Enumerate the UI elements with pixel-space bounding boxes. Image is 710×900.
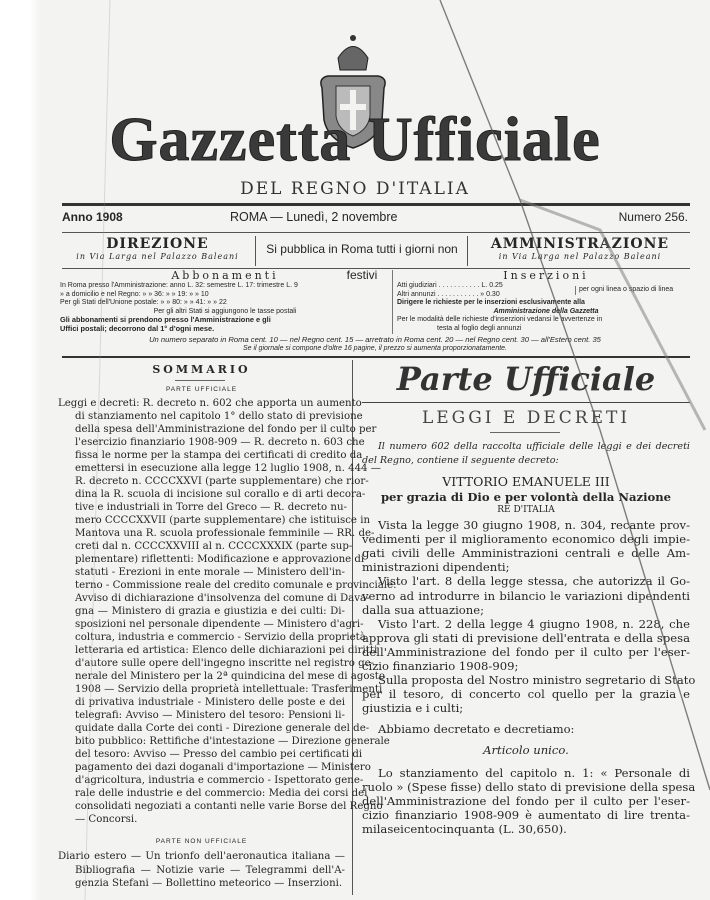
sommario-line: genzia Stefani — Bollettino meteorico — Inserzioni.	[75, 878, 343, 889]
intro-line: Il numero 602 della raccolta ufficiale delle leggi e dei decreti	[378, 441, 690, 452]
parte-non-ufficiale-label: PARTE NON UFFICIALE	[155, 838, 248, 845]
sommario-line: l'esercizio finanziario 1908-909 — R. decreto n. 603 che	[75, 437, 365, 448]
sommario-line: consolidati negoziati a contanti nelle varie Borse del Regno	[75, 801, 383, 812]
abbonamenti-row: In Roma presso l'Amministrazione: anno L. 32: semestre L. 17: trimestre L. 9	[60, 282, 298, 289]
year: Anno 1908	[62, 210, 123, 224]
paragraph-line: approva gli stati di previsione dell'entrata e della spesa	[362, 630, 690, 645]
king-name: VITTORIO EMANUELE III	[442, 474, 610, 489]
abbonamenti-row: » a domicilio e nel Regno: » » 36: » » 19: » » 10	[60, 290, 209, 298]
sommario-line: Bibliografia — Notizie varie — Telegrammi dell'A-	[75, 864, 345, 876]
divider	[62, 232, 690, 233]
divider	[62, 356, 690, 358]
grace-line: per grazia di Dio e per volontà della Nazione	[380, 490, 672, 504]
divider	[362, 402, 690, 403]
paragraph-line: Sulla proposta del Nostro ministro segretario di Stato	[378, 673, 696, 688]
sommario-line: statuti - Erezioni in ente morale — Ministero dell'in-	[75, 567, 345, 578]
prices-note: Se il giornale si compone d'oltre 16 pagine, il prezzo si aumenta proporzionatamente.	[243, 345, 507, 352]
article-line: milaseicentocinquanta (L. 30,650).	[362, 821, 567, 836]
article-line: Lo stanziamento del capitolo n. 1: « Personale di	[378, 765, 690, 780]
issue-number: Numero 256.	[618, 210, 688, 224]
direzione-label: DIREZIONE	[106, 236, 209, 252]
abbonamenti-row: Uffici postali; decorrono dal 1° d'ogni mese.	[60, 323, 215, 333]
inserzioni-heading: Inserzioni	[503, 269, 589, 282]
inserzioni-row: Atti giudiziari . . . . . . . . . . . L. 0.25	[397, 282, 503, 289]
sommario-line: letteraria ed artistica: Elenco delle dichiarazioni pei diritti	[75, 645, 378, 656]
divider	[490, 432, 560, 433]
dateline: ROMA — Lunedì, 2 novembre	[230, 210, 398, 224]
paragraph-line: dell'Amministrazione del fondo per il culto per l'eser-	[362, 644, 690, 659]
sommario-line: bito pubblico: Rettifiche d'intestazione — Direzione generale	[75, 736, 390, 747]
newspaper-subtitle: DEL REGNO D'ITALIA	[240, 179, 470, 199]
paragraph-line: dalla sua attuazione;	[362, 602, 485, 617]
sommario-line: plementare) riflettenti: Modificazione e approvazione di	[75, 554, 365, 565]
article-line: ruolo » (Spese fisse) dello stato di previsione della spesa	[362, 779, 696, 794]
sommario-line: Avviso di dichiarazione d'insolvenza del comune di Dava-	[75, 593, 370, 604]
inserzioni-row: Dirigere le richieste per le inserzioni esclusivamente alla	[397, 299, 585, 306]
amministrazione-label: AMMINISTRAZIONE	[490, 236, 670, 252]
sommario-line: di stanziamento nel capitolo 1° dello stato di previsione	[75, 411, 363, 422]
paragraph-line: gati civili delle Amministrazioni centrali e delle Am-	[362, 546, 690, 561]
sommario-line: pagamento dei dazi doganali d'importazione — Ministero	[75, 762, 371, 773]
inserzioni-row: Altri annunzi . . . . . . . . . . . » 0.30	[397, 290, 500, 298]
sommario-line: d'agricoltura, industria e commercio - Ispettorato gene-	[75, 775, 364, 786]
intro-line: del Regno, contiene il seguente decreto:	[362, 455, 559, 466]
divider	[62, 203, 690, 206]
inserzioni-section	[392, 270, 695, 334]
divider	[175, 380, 225, 381]
paragraph-line: ministrazioni dipendenti;	[362, 560, 510, 575]
inserzioni-side-note: per ogni linea o spazio di linea	[575, 286, 673, 295]
sommario-line: Leggi e decreti: R. decreto n. 602 che apporta un aumento	[58, 398, 362, 409]
paragraph-line: per il tesoro, di concerto col quello per la grazia e	[362, 687, 690, 702]
parte-ufficiale-label: PARTE UFFICIALE	[165, 386, 238, 393]
inserzioni-row: testa al foglio degli annunzi	[437, 324, 522, 332]
paragraph-line: Abbiamo decretato e decretiamo:	[378, 722, 575, 737]
direzione-address: in Via Larga nel Palazzo Baleani	[76, 252, 239, 261]
king-title: RE D'ITALIA	[497, 505, 555, 515]
sommario-line: creti dal n. CCCCXXVIII al n. CCCCXXXIX (parte sup-	[75, 541, 353, 552]
paragraph-line: cizio finanziario 1908-909;	[362, 659, 519, 673]
sommario-heading: SOMMARIO	[152, 363, 251, 376]
prices-line: Un numero separato in Roma cent. 10 — nel Regno cent. 15 — arretrato in Roma cent. 20 — nel Regno cent. 30 — all'Estero cent. 35	[149, 335, 601, 344]
paragraph-line: Visto l'art. 2 della legge 4 giugno 1908, n. 228, che	[378, 616, 690, 631]
sommario-line: della spesa dell'Amministrazione del fondo per il culto per	[75, 424, 377, 435]
sommario-line: R. decreto n. CCCCXXVI (parte supplementare) che rior-	[75, 476, 369, 487]
sommario-line: 1908 — Servizio della proprietà intellettuale: Trasferimenti	[75, 684, 383, 695]
direzione-box	[60, 236, 256, 266]
sommario-line: sposizioni nel personale dipendente — Ministero d'agri-	[75, 619, 364, 630]
sommario-line: mero CCCCXXVII (parte supplementare) che istituisce in	[75, 515, 371, 526]
sommario-line: dina la R. scuola di incisione sul corallo e di arti decora-	[75, 489, 366, 500]
paragraph-line: Visto l'art. 8 della legge stessa, che autorizza il Go-	[378, 574, 690, 589]
sommario-line: Diario estero — Un trionfo dell'aeronautica italiana —	[58, 851, 345, 862]
amministrazione-box	[470, 236, 690, 266]
sommario-line: d'autore sulle opere dell'ingegno inscritte nel registro ge-	[75, 658, 375, 669]
inserzioni-row: Amministrazione della Gazzetta	[493, 307, 599, 315]
article-heading: Articolo unico.	[483, 742, 569, 757]
abbonamenti-section	[60, 270, 390, 333]
paragraph-line: Vista la legge 30 giugno 1908, n. 304, recante prov-	[378, 518, 690, 532]
sommario-line: nerale del Ministero per la 2ª quindicina del mese di agosto	[75, 671, 385, 682]
inserzioni-row: Per le modalità delle richieste d'inserzioni vedansi le avvertenze in	[397, 316, 603, 323]
amministrazione-address: in Via Larga nel Palazzo Baleani	[498, 252, 662, 261]
sommario-line: di privativa industriale - Ministero delle poste e dei	[75, 697, 345, 708]
paragraph-line: vedimenti per il miglioramento economico degli impie-	[362, 532, 690, 547]
sommario-line: — Concorsi.	[75, 814, 138, 825]
abbonamenti-row: Per gli Stati dell'Unione postale: » » 80: » » 41: » » 22	[60, 299, 227, 306]
sommario-line: telegrafi: Avviso — Ministero del tesoro: Pensioni li-	[75, 710, 345, 721]
subsection-title: LEGGI E DECRETI	[421, 408, 631, 428]
abbonamenti-heading: Abbonamenti	[171, 269, 279, 282]
sommario-line: emettersi in esecuzione alla legge 12 luglio 1908, n. 444 —	[75, 463, 381, 474]
article-line: dell'Amministrazione del fondo per il culto per l'eser-	[362, 793, 690, 808]
article-line: cizio finanziario 1908-909 è aumentato di lire trenta-	[362, 807, 690, 822]
sommario-line: gna — Ministero di grazia e giustizia e dei culti: Di-	[75, 606, 345, 617]
publication-box: Si pubblica in Roma tutti i giorni non festivi	[257, 236, 468, 266]
abbonamenti-row: Per gli altri Stati si aggiungono le tasse postali	[153, 307, 297, 315]
sommario-line: rale delle industrie e del commercio: Media dei corsi dei	[75, 788, 368, 799]
abbonamenti-row: Gli abbonamenti si prendono presso l'Amministrazione e gli	[60, 315, 271, 324]
paragraph-line: verno ad introdurre in bilancio le variazioni dipendenti	[362, 588, 690, 603]
sommario-line: del tesoro: Avviso — Presso del cambio pei certificati di	[75, 749, 363, 760]
sommario-line: quidate dalla Corte dei conti - Direzione generale del de-	[75, 723, 370, 734]
divider	[62, 268, 690, 269]
sommario-line: Mantova una R. scuola professionale femminile — RR. de-	[75, 528, 375, 539]
newspaper-title: Gazzetta Ufficiale	[109, 106, 601, 174]
section-title: Parte Ufficiale	[396, 360, 656, 398]
sommario-line: fissa le norme per la stampa dei certificati di credito da	[75, 450, 363, 461]
paragraph-line: giustizia e i culti;	[362, 701, 464, 716]
sommario-line: coltura, industria e commercio - Servizio della proprietà	[75, 632, 366, 643]
sommario-line: terno - Commissione reale del credito comunale e provinciale:	[75, 580, 397, 591]
sommario-line: tive e industriali in Torre del Greco — R. decreto nu-	[75, 502, 347, 513]
